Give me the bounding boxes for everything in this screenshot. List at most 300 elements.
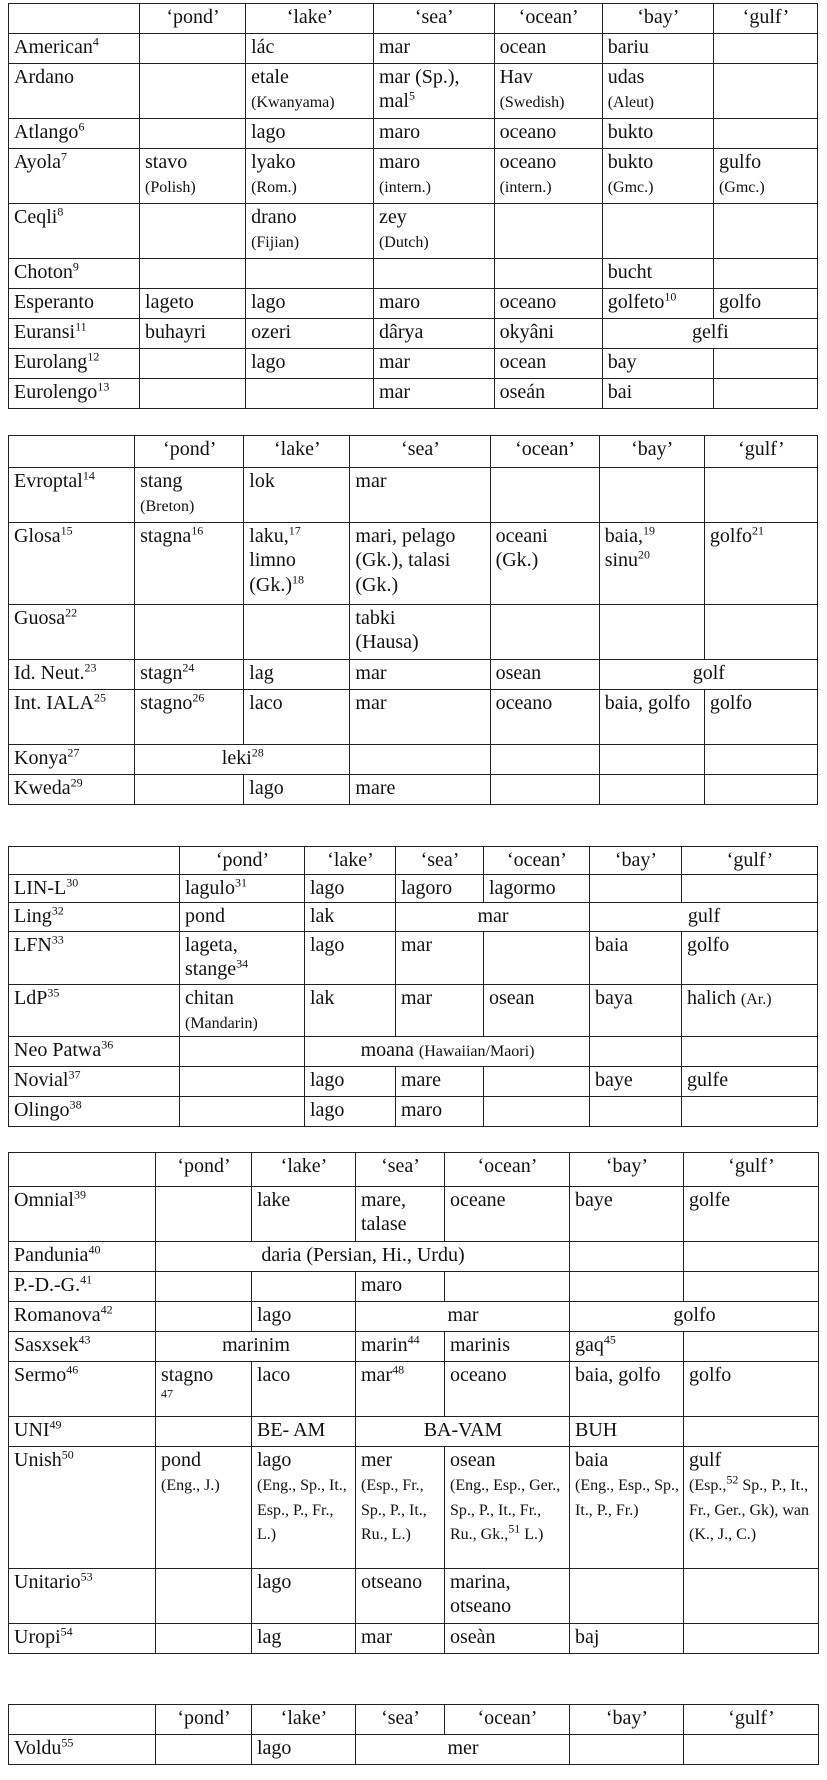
term-cell: osean [484,984,590,1037]
header-row [9,436,818,468]
term-cell: laco [244,690,350,745]
term-cell: mare [350,775,490,805]
vocab-table-4 [8,1152,819,1654]
table-row [9,605,818,660]
table-row [9,1447,819,1569]
term-cell: mer [356,1735,570,1765]
term-cell: oceano [490,690,599,745]
term-cell [684,1332,819,1362]
term-cell [570,1569,684,1624]
term-cell: bariu [602,34,713,64]
term-cell: tabki (Hausa) [350,605,490,660]
term-cell: oseàn [445,1624,570,1654]
term-cell: lago [244,775,350,805]
term-cell: baye [570,1187,684,1242]
table-row [9,1187,819,1242]
language-name: Eurolengo$^{13}$ [9,379,140,409]
term-cell: marinis [445,1332,570,1362]
term-cell [135,605,244,660]
term-cell [490,775,599,805]
footnote-marker: 42 [100,1302,113,1317]
header-cell: ‘sea’ [396,847,484,875]
term-cell: oceane [445,1187,570,1242]
term-cell: lak [305,984,396,1037]
term-cell [599,775,704,805]
term-cell: lác [246,34,374,64]
vocab-table-5 [8,1704,819,1765]
term-cell: gelfi [602,319,817,349]
footnote-marker: 32 [51,903,64,918]
term-cell: baia, golfo [599,690,704,745]
table-row [9,204,818,259]
term-cell: drano (Fijian) [246,204,374,259]
header-cell: ‘lake’ [246,4,374,34]
vocab-table-1 [8,3,818,409]
header-row [9,847,818,875]
term-cell: mar [396,903,590,931]
footnote-marker: 38 [69,1097,82,1112]
term-cell: oceano [445,1362,570,1417]
term-cell [140,259,246,289]
term-cell: osean (Eng., Esp., Ger., Sp., P., It., Fr., Ru., Gk.,$^{51}$ L.) [445,1447,570,1569]
footnote-marker: 14 [82,468,95,483]
footnote-marker: 30 [66,875,79,890]
language-name: Romanova$^{42}$ [9,1302,156,1332]
term-cell [180,1037,305,1067]
term-cell: mar [373,379,494,409]
term-cell: bukto (Gmc.) [602,149,713,204]
language-name: Pandunia$^{40}$ [9,1242,156,1272]
term-cell: marin$^{44}$ [356,1332,445,1362]
term-cell [484,1067,590,1097]
term-cell: BUH [570,1417,684,1447]
header-cell: ‘lake’ [244,436,350,468]
term-cell: osean [490,660,599,690]
term-cell [599,605,704,660]
term-cell [244,605,350,660]
term-cell: maro [396,1097,484,1127]
vocab-table-2 [8,435,818,805]
term-cell [684,1624,819,1654]
term-cell: lago [305,931,396,984]
header-corner [9,1153,156,1187]
footnote-marker: 37 [68,1067,81,1082]
language-name: Voldu$^{55}$ [9,1735,156,1765]
term-cell: stagna$^{16}$ [135,523,244,605]
term-cell [713,379,817,409]
term-cell: pond (Eng., J.) [156,1447,252,1569]
term-cell: baya [590,984,682,1037]
table-row [9,349,818,379]
term-cell: oceani (Gk.) [490,523,599,605]
term-cell [494,204,602,259]
term-cell: mer (Esp., Fr., Sp., P., It., Ru., L.) [356,1447,445,1569]
term-cell [684,1417,819,1447]
term-cell [713,349,817,379]
term-cell [684,1569,819,1624]
language-name: P.-D.-G.$^{41}$ [9,1272,156,1302]
term-cell: stagn$^{24}$ [135,660,244,690]
term-cell: stagno$^{26}$ [135,690,244,745]
table-row [9,660,818,690]
term-cell [373,259,494,289]
table-row [9,1037,818,1067]
table-row [9,984,818,1037]
header-cell: ‘bay’ [570,1705,684,1735]
term-cell: mar [356,1624,445,1654]
term-cell: marinim [156,1332,356,1362]
header-cell: ‘pond’ [156,1153,252,1187]
footnote-marker: 49 [49,1417,62,1432]
term-cell: maro [373,289,494,319]
term-cell: maro [373,119,494,149]
term-cell: lago [305,1097,396,1127]
term-cell: bucht [602,259,713,289]
term-cell: lake [252,1187,356,1242]
footnote-marker: 40 [88,1242,101,1257]
table-row [9,379,818,409]
table-row [9,903,818,931]
term-cell: golfeto$^{10}$ [602,289,713,319]
term-cell: zey (Dutch) [373,204,494,259]
footnote-marker: 6 [78,119,85,134]
term-cell: lok [244,468,350,523]
term-cell: BA-VAM [356,1417,570,1447]
term-cell: bay [602,349,713,379]
header-cell: ‘sea’ [356,1705,445,1735]
term-cell: oceano [494,289,602,319]
language-name: Ling$^{32}$ [9,903,180,931]
term-cell: maro [356,1272,445,1302]
footnote-marker: 33 [51,932,64,947]
header-cell: ‘ocean’ [445,1705,570,1735]
footnote-marker: 7 [61,149,68,164]
term-cell [713,34,817,64]
term-cell: lago [305,1067,396,1097]
table-row [9,1302,819,1332]
term-cell [140,64,246,119]
header-cell: ‘sea’ [350,436,490,468]
table-row [9,1332,819,1362]
term-cell: gaq$^{45}$ [570,1332,684,1362]
term-cell: golfo [713,289,817,319]
header-cell: ‘bay’ [602,4,713,34]
term-cell [704,468,817,523]
footnote-marker: 36 [101,1037,114,1052]
language-name: Olingo$^{38}$ [9,1097,180,1127]
header-cell: ‘bay’ [570,1153,684,1187]
term-cell [140,204,246,259]
language-name: LFN$^{33}$ [9,931,180,984]
term-cell: mari, pelago (Gk.), talasi (Gk.) [350,523,490,605]
term-cell: lagormo [484,875,590,903]
term-cell [590,1097,682,1127]
term-cell: mare [396,1067,484,1097]
term-cell: baye [590,1067,682,1097]
term-cell [713,64,817,119]
language-name: Euransi$^{11}$ [9,319,140,349]
term-cell: gulf [590,903,818,931]
header-cell: ‘gulf’ [682,847,818,875]
term-cell: mar [350,468,490,523]
term-cell [590,875,682,903]
term-cell: laco [252,1362,356,1417]
language-name: Omnial$^{39}$ [9,1187,156,1242]
term-cell [494,259,602,289]
table-row [9,875,818,903]
term-cell [180,1067,305,1097]
term-cell: baia, golfo [570,1362,684,1417]
term-cell [252,1272,356,1302]
term-cell [682,1037,818,1067]
table-row [9,259,818,289]
term-cell: maro (intern.) [373,149,494,204]
term-cell [140,34,246,64]
term-cell: stang (Breton) [135,468,244,523]
language-name: Novial$^{37}$ [9,1067,180,1097]
term-cell [490,468,599,523]
table-row [9,1362,819,1417]
language-name: Uropi$^{54}$ [9,1624,156,1654]
language-name: Kweda$^{29}$ [9,775,135,805]
term-cell: golfe [684,1187,819,1242]
header-cell: ‘ocean’ [445,1153,570,1187]
term-cell: otseano [356,1569,445,1624]
table-row [9,1735,819,1765]
term-cell: marina, otseano [445,1569,570,1624]
table-row [9,1067,818,1097]
header-row [9,1705,819,1735]
language-name: Choton$^9$ [9,259,140,289]
term-cell: mar [350,660,490,690]
term-cell: oseán [494,379,602,409]
term-cell: bukto [602,119,713,149]
header-cell: ‘bay’ [590,847,682,875]
language-name: Evroptal$^{14}$ [9,468,135,523]
term-cell [713,119,817,149]
term-cell: golfo$^{21}$ [704,523,817,605]
footnote-marker: 43 [78,1332,91,1347]
term-cell: buhayri [140,319,246,349]
header-corner [9,4,140,34]
term-cell: mar [396,931,484,984]
term-cell [713,204,817,259]
header-cell: ‘gulf’ [684,1153,819,1187]
header-cell: ‘lake’ [252,1705,356,1735]
language-name: Neo Patwa$^{36}$ [9,1037,180,1067]
term-cell: lak [305,903,396,931]
term-cell: ozeri [246,319,374,349]
header-cell: ‘pond’ [135,436,244,468]
term-cell [602,204,713,259]
term-cell [684,1242,819,1272]
term-cell: mar (Sp.), mal$^5$ [373,64,494,119]
term-cell [570,1735,684,1765]
header-cell: ‘lake’ [305,847,396,875]
term-cell: lago [246,289,374,319]
header-row [9,4,818,34]
term-cell: golfo [570,1302,819,1332]
term-cell: mar [396,984,484,1037]
term-cell [570,1272,684,1302]
table-row [9,119,818,149]
term-cell [590,1037,682,1067]
footnote-marker: 12 [87,349,100,364]
footnote-marker: 29 [70,775,83,790]
language-name: American$^4$ [9,34,140,64]
term-cell: etale (Kwanyama) [246,64,374,119]
table-row [9,1417,819,1447]
footnote-marker: 9 [72,259,79,274]
language-name: Ceqli$^8$ [9,204,140,259]
footnote-marker: 4 [92,34,99,49]
language-name: Unitario$^{53}$ [9,1569,156,1624]
term-cell [156,1569,252,1624]
term-cell: chitan (Mandarin) [180,984,305,1037]
term-cell: halich (Ar.) [682,984,818,1037]
term-cell [156,1302,252,1332]
header-cell: ‘sea’ [373,4,494,34]
header-cell: ‘pond’ [140,4,246,34]
term-cell: lago [252,1569,356,1624]
term-cell: gulfo (Gmc.) [713,149,817,204]
footnote-marker: 39 [74,1187,86,1202]
table-row [9,149,818,204]
term-cell [156,1735,252,1765]
footnote-marker: 50 [61,1447,74,1462]
language-name: Sermo$^{46}$ [9,1362,156,1417]
term-cell: lagoro [396,875,484,903]
term-cell: baia [590,931,682,984]
table-row [9,319,818,349]
term-cell [490,745,599,775]
term-cell [140,349,246,379]
term-cell: stavo (Polish) [140,149,246,204]
term-cell: lag [252,1624,356,1654]
language-name: Sasxsek$^{43}$ [9,1332,156,1362]
term-cell: daria (Persian, Hi., Urdu) [156,1242,570,1272]
term-cell: gulf (Esp.,$^{52}$ Sp., P., It., Fr., Ger., Gk), wan (K., J., C.) [684,1447,819,1569]
language-name: Konya$^{27}$ [9,745,135,775]
term-cell: mar [373,34,494,64]
header-cell: ‘ocean’ [484,847,590,875]
header-cell: ‘ocean’ [490,436,599,468]
term-cell: BE- AM [252,1417,356,1447]
table-row [9,468,818,523]
term-cell: lyako (Rom.) [246,149,374,204]
table-row [9,1097,818,1127]
table-row [9,523,818,605]
language-name: Esperanto [9,289,140,319]
term-cell [704,775,817,805]
term-cell: leki$^{28}$ [135,745,350,775]
term-cell [713,259,817,289]
term-cell [484,931,590,984]
term-cell: mar [373,349,494,379]
term-cell: mar$^{48}$ [356,1362,445,1417]
footnote-marker: 53 [80,1569,93,1584]
header-cell: ‘bay’ [599,436,704,468]
term-cell [682,1097,818,1127]
footnote-marker: 22 [65,605,78,620]
term-cell [684,1735,819,1765]
footnote-marker: 23 [84,660,97,675]
term-cell: baj [570,1624,684,1654]
term-cell [156,1624,252,1654]
language-name: Id. Neut.$^{23}$ [9,660,135,690]
footnote-marker: 27 [67,745,80,760]
table-row [9,745,818,775]
term-cell: bai [602,379,713,409]
term-cell: mar [350,690,490,745]
term-cell: stagno $^{47}$ [156,1362,252,1417]
term-cell: golfo [684,1362,819,1417]
term-cell: mare, talase [356,1187,445,1242]
header-cell: ‘gulf’ [684,1705,819,1735]
header-corner [9,436,135,468]
term-cell: mar [356,1302,570,1332]
term-cell [704,745,817,775]
term-cell: lagulo$^{31}$ [180,875,305,903]
footnote-marker: 41 [80,1272,93,1287]
term-cell: Hav (Swedish) [494,64,602,119]
term-cell: lageto [140,289,246,319]
header-corner [9,847,180,875]
footnote-marker: 35 [47,984,60,999]
term-cell [140,379,246,409]
table-row [9,1242,819,1272]
term-cell: oceano (intern.) [494,149,602,204]
header-corner [9,1705,156,1735]
table-row [9,690,818,745]
term-cell [599,468,704,523]
term-cell: pond [180,903,305,931]
term-cell [246,379,374,409]
term-cell: golfo [704,690,817,745]
term-cell: dârya [373,319,494,349]
term-cell: lago (Eng., Sp., It., Esp., P., Fr., L.) [252,1447,356,1569]
term-cell: lago [246,119,374,149]
term-cell: lago [252,1735,356,1765]
footnote-marker: 8 [57,204,64,219]
language-name: LdP$^{35}$ [9,984,180,1037]
term-cell [246,259,374,289]
footnote-marker: 46 [66,1362,79,1377]
term-cell: ocean [494,34,602,64]
term-cell: lag [244,660,350,690]
term-cell: okyâni [494,319,602,349]
language-name: LIN-$L^{30}$ [9,875,180,903]
term-cell: golf [599,660,817,690]
language-name: UNI$^{49}$ [9,1417,156,1447]
footnote-marker: 25 [93,690,106,705]
language-name: Unish$^{50}$ [9,1447,156,1569]
term-cell [704,605,817,660]
term-cell: baia (Eng., Esp., Sp., It., P., Fr.) [570,1447,684,1569]
header-cell: ‘gulf’ [713,4,817,34]
term-cell: udas (Aleut) [602,64,713,119]
table-row [9,289,818,319]
footnote-marker: 55 [61,1735,74,1750]
header-cell: ‘lake’ [252,1153,356,1187]
language-name: Ardano [9,64,140,119]
term-cell: laku,$^{17}$ limno $(Gk.)^{18}$ [244,523,350,605]
term-cell [684,1272,819,1302]
header-cell: ‘pond’ [156,1705,252,1735]
term-cell [445,1272,570,1302]
term-cell: lago [252,1302,356,1332]
header-cell: ‘pond’ [180,847,305,875]
